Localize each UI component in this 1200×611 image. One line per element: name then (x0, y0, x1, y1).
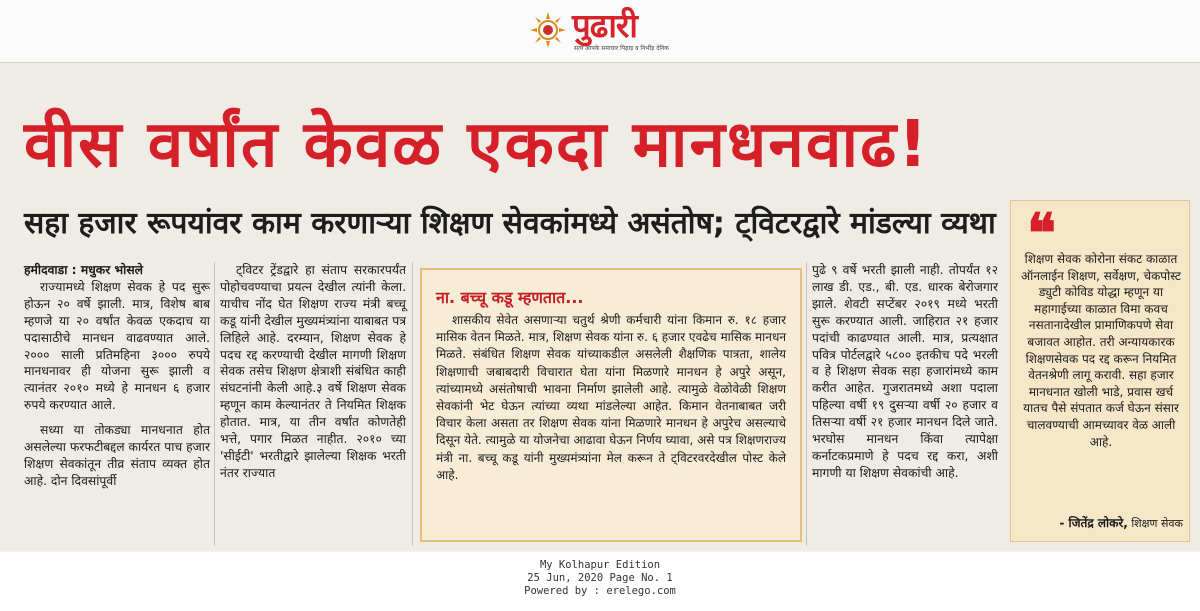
quote-author (1021, 514, 1183, 531)
column-divider (214, 262, 215, 546)
pull-quote (1010, 200, 1190, 542)
sun-emblem-icon (528, 10, 568, 50)
paragraph: पुढे ९ वर्षे भरती झाली नाही. तोपर्यंत १२ लाख डी. एड., बी. एड. धारक बेरोजगार झाले. शेवटी सप्टेंबर २०१९ मध्ये भरती सुरू करण्यात आली. जाहिरात २१ हजार पदांची काढण्यात आली. मात्र, प्रत्यक्षात पवित्र पोर्टलद्वारे ५८०० इतकीच पदे भरली व हे शिक्षण सेवक सहा हजारांमध्ये काम करीत आहेत. गुजरातमध्ये अशा पदाला पहिल्या वर्षी १९ दुसऱ्या वर्षी २० हजार व तिसऱ्या वर्षी २१ हजार मानधन दिले जाते. भरघोस मानधन किंवा त्यापेक्षा कर्नाटकप्रमाणे हे पदच रद्द करा, अशी मागणी या शिक्षण सेवकांची आहे. (812, 263, 998, 480)
author-name: - जितेंद्र लोकरे, (1059, 516, 1128, 530)
logo-wordmark: पुढारी (572, 6, 637, 45)
footer (0, 552, 1200, 611)
paragraph: राज्यामध्ये शिक्षण सेवक हे पद सुरू होऊन २० वर्षे झाली. मात्र, विशेष बाब म्हणजे या २० वर्षांत केवळ एकदाच या पदासाठीचे मानधन वाढवण्यात आले. २००० साली प्रतिमहिना ३००० रुपये मानधनावर ही योजना सुरू झाली व त्यानंतर २०१० मध्ये हे मानधन ६ हजार रुपये करण्यात आले. (24, 279, 210, 413)
subheadline: सहा हजार रूपयांवर काम करणाऱ्या शिक्षण सेवकांमध्ये असंतोष; ट्विटरद्वारे मांडल्या व्यथा (24, 206, 996, 241)
paragraph: शासकीय सेवेत असणाऱ्या चतुर्थ श्रेणी कर्मचारी यांना किमान रु. १८ हजार मासिक वेतन मिळते. मात्र, शिक्षण सेवक यांना रु. ६ हजार एवढेच मासिक मानधन मिळते. संबंधित शिक्षण सेवक यांच्याकडील असलेली शैक्षणिक पात्रता, शालेय शिक्षणाची जबाबदारी विचारात घेता यांना मिळणारे मानधन हे अपुरे असून, त्यांच्यामध्ये असंतोषाची भावना निर्माण झालेली आहे. त्यामुळे वेळोवेळी शिक्षण सेवकांनी भेट घेऊन त्यांच्या व्यथा मांडलेल्या आहेत. किमान वेतनाबाबत जरी विचार केला असता तर शिक्षण सेवक यांना मिळणारे मानधन हे अपुरेच असल्याचे दिसून येते. त्यामुळे या योजनेचा आढावा घेऊन निर्णय घ्यावा, असे पत्र शिक्षणराज्य मंत्री ना. बच्चू कडू यांनी मुख्यमंत्र्यांना मेल करून ते ट्विटरवरदेखील पोस्ट केले आहे. (436, 313, 786, 482)
byline: हमीदवाडा : मधुकर भोसले (24, 263, 144, 277)
quote-mark-icon: ❝ (1027, 201, 1057, 265)
headline: वीस वर्षांत केवळ एकदा मानधनवाढ! (24, 108, 930, 182)
column-4 (812, 262, 998, 482)
footer-powered-by[interactable]: Powered by : erelego.com (524, 585, 676, 597)
box-title: ना. बच्चू कडू म्हणतात... (436, 288, 584, 307)
logo-tagline: सत्य आपके समाचार पिढ़ाड़ व निर्भीड़ देनिक (574, 45, 669, 52)
column-2 (220, 262, 406, 482)
masthead (0, 0, 1200, 62)
paragraph: सध्या या तोकड्या मानधनात होत असलेल्या फरफटीबद्दल कार्यरत पाच हजार शिक्षण सेवकांतून तीव्र संताप व्यक्त होत आहे. दोन दिवसांपूर्वी (24, 423, 210, 488)
footer-date-page: 25 Jun, 2020 Page No. 1 (527, 572, 673, 584)
column-1 (24, 262, 210, 490)
footer-edition: My Kolhapur Edition (539, 559, 661, 571)
column-divider (412, 262, 413, 546)
author-role: शिक्षण सेवक (1131, 517, 1183, 530)
quote-box-minister (420, 268, 802, 542)
newspaper-logo (528, 6, 678, 58)
quote-body: शिक्षण सेवक कोरोना संकट काळात ऑनलाईन शिक्षण, सर्वेक्षण, चेकपोस्ट ड्युटी कोविड योद्धा म्हणून या महागाईच्या काळात विमा कवच नसतानादेखील प्रामाणिकपणे सेवा बजावत आहोत. तरी अन्यायकारक शिक्षणसेवक पद रद्द करून नियमित वेतनश्रेणी लागू करावी. सहा हजार मानधनात खोली भाडे, प्रवास खर्च यातच पैसे संपतात कर्ज घेऊन संसार चालवण्याची आमच्यावर वेळ आली आहे. (1021, 252, 1181, 449)
column-divider (806, 262, 807, 546)
box-body (436, 312, 786, 484)
paragraph: ट्विटर ट्रेंडद्वारे हा संताप सरकारपर्यंत पोहोचवण्याचा प्रयत्न देखील त्यांनी केला. याचीच नोंद घेत शिक्षण राज्य मंत्री बच्चू कडू यांनी देखील मुख्यमंत्र्यांना याबाबत पत्र लिहिले आहे. दरम्यान, शिक्षण सेवक हे पदच रद्द करण्याची देखील मागणी शिक्षण सेवक तसेच शिक्षण क्षेत्राशी संबंधित काही संघटनांनी केली आहे.३ वर्षे शिक्षण सेवक म्हणून काम केल्यानंतर ते नियमित शिक्षक होतात. मात्र, या तीन वर्षांत कोणतेही भत्ते, पगार मिळत नाहीत. २०१० च्या 'सीईटी' भरतीद्वारे झालेल्या शिक्षक भरती नंतर राज्यात (220, 263, 406, 480)
